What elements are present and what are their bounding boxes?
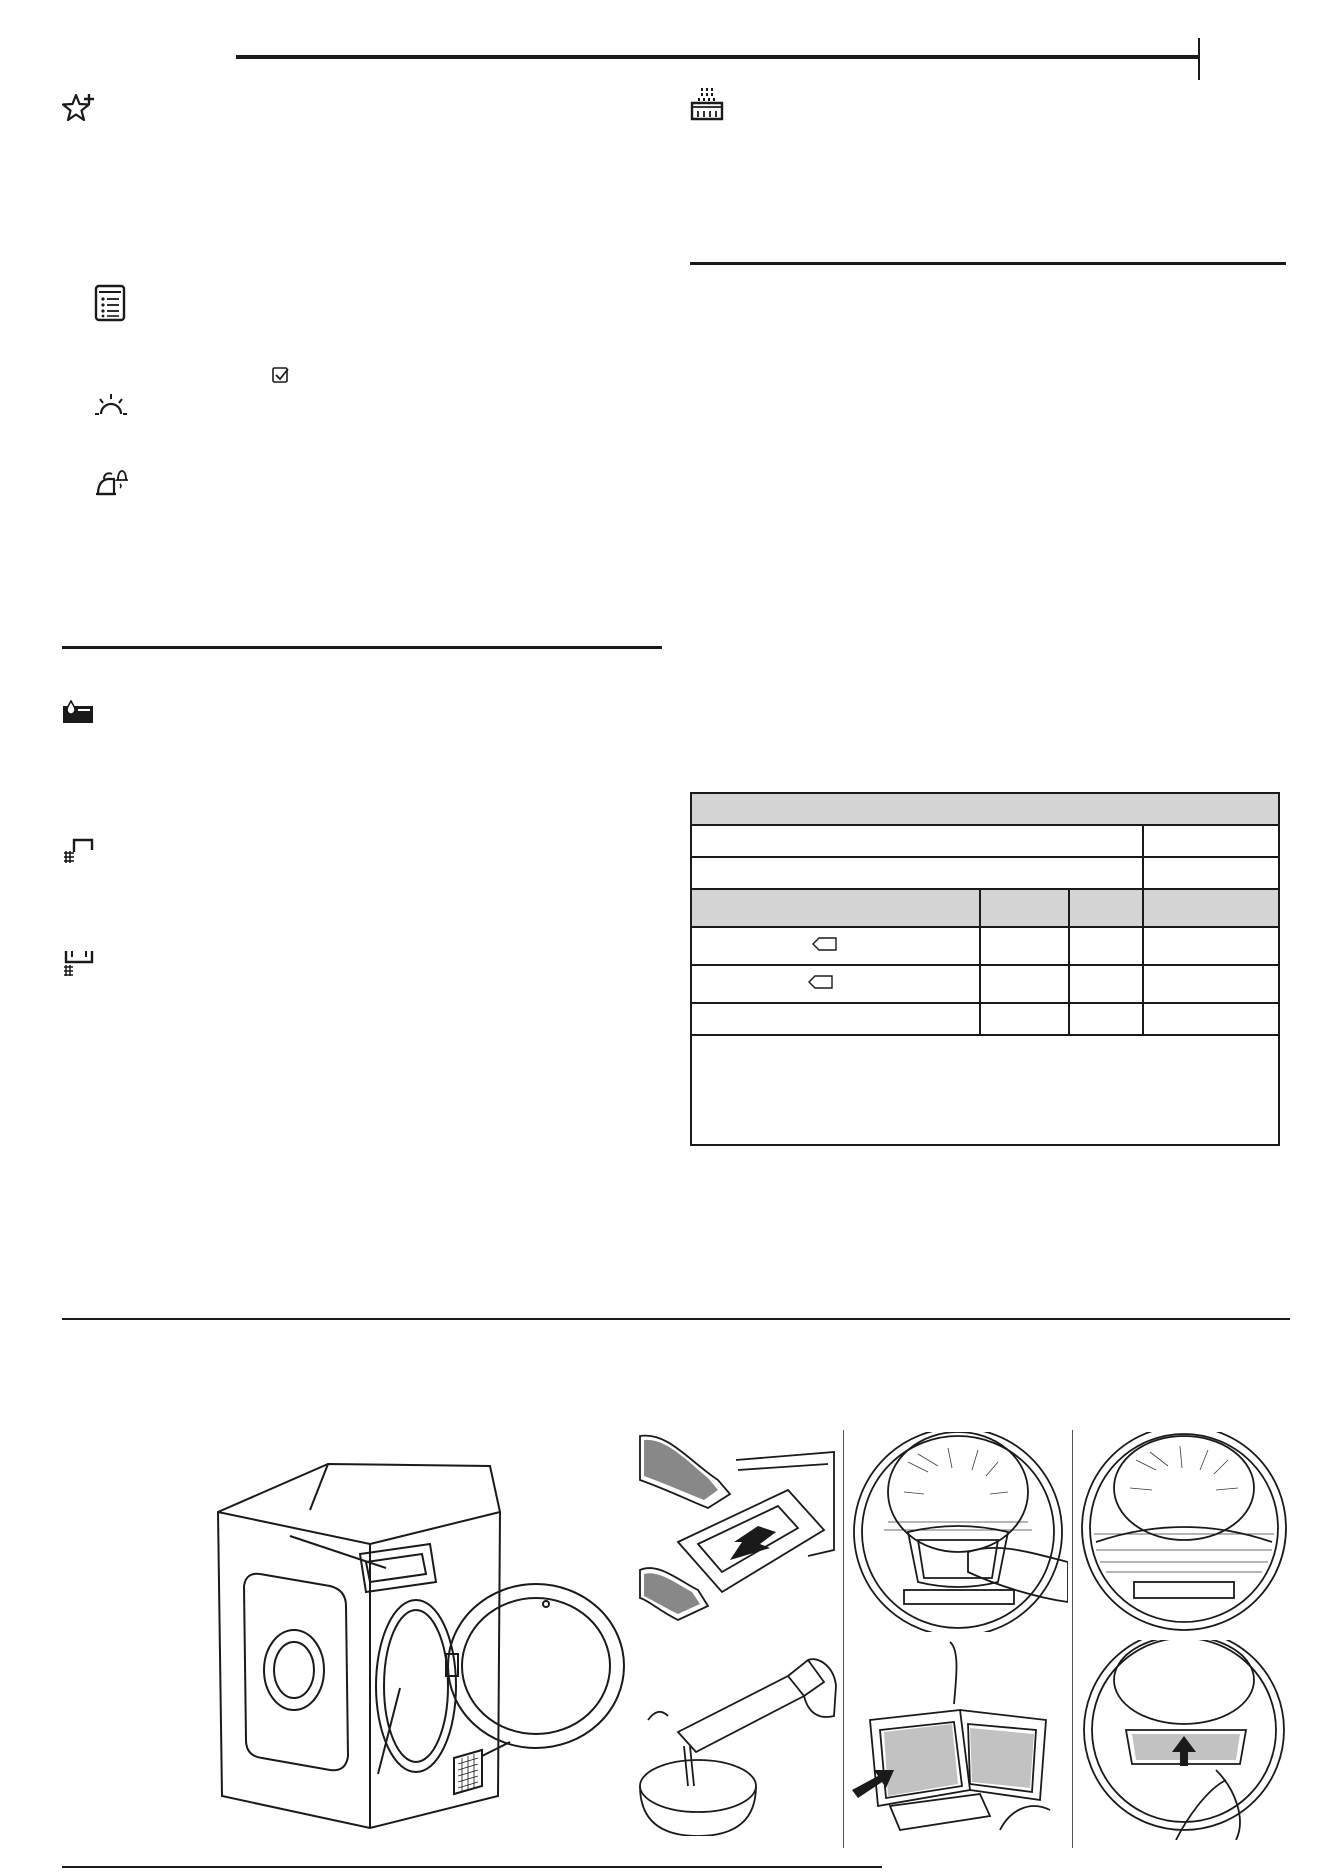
dryer-overview-illustration — [210, 1456, 640, 1841]
table-header-row — [691, 793, 1279, 825]
table-subheader-cell — [1143, 889, 1279, 927]
data-table — [690, 792, 1280, 1146]
iron-bell-icon — [94, 468, 128, 498]
bottom-section-rule — [62, 1318, 1290, 1320]
table-row — [691, 965, 1279, 1003]
tag-icon — [808, 974, 834, 995]
table-cell — [1143, 1003, 1279, 1035]
table-cell — [1143, 857, 1279, 889]
star-plus-icon — [62, 92, 96, 126]
table-subheader-row — [691, 889, 1279, 927]
sunrise-icon — [94, 392, 128, 418]
table-cell — [691, 965, 980, 1003]
tag-icon — [812, 936, 838, 957]
table-cell — [1069, 965, 1144, 1003]
table-note-cell — [691, 1035, 1279, 1145]
clean-filter-illustration — [850, 1640, 1070, 1845]
filter-tray-icon — [62, 948, 96, 976]
table-subheader-cell — [980, 889, 1068, 927]
remove-water-container-illustration — [638, 1430, 838, 1637]
steam-icon — [690, 86, 726, 122]
header-rule — [236, 55, 1200, 59]
empty-water-container-illustration — [638, 1636, 838, 1841]
table-cell — [980, 1003, 1068, 1035]
table-cell — [691, 825, 1143, 857]
table-cell — [980, 927, 1068, 965]
program-list-icon — [94, 284, 126, 322]
drum-filter-slot-illustration — [1076, 1432, 1292, 1637]
table-cell — [1069, 1003, 1144, 1035]
panel-divider — [1072, 1430, 1073, 1848]
checkbox-icon — [272, 366, 290, 384]
left-section-rule — [62, 646, 662, 649]
footer-rule — [62, 1866, 882, 1868]
header-rule-tick — [1198, 38, 1200, 80]
table-row — [691, 1003, 1279, 1035]
table-cell — [691, 857, 1143, 889]
table-cell — [1143, 825, 1279, 857]
table-row — [691, 927, 1279, 965]
panel-divider — [843, 1430, 844, 1848]
remove-door-filter-illustration — [848, 1432, 1068, 1637]
table-cell — [1069, 927, 1144, 965]
table-note-row — [691, 1035, 1279, 1145]
table-cell — [980, 965, 1068, 1003]
drain-pipe-icon — [62, 836, 94, 864]
table-row — [691, 857, 1279, 889]
table-subheader-cell — [691, 889, 980, 927]
table-row — [691, 825, 1279, 857]
table-cell — [691, 927, 980, 965]
table-header-cell — [691, 793, 1279, 825]
table-cell — [691, 1003, 980, 1035]
table-subheader-cell — [1069, 889, 1144, 927]
table-cell — [1143, 927, 1279, 965]
water-container-icon — [62, 700, 94, 724]
table-cell — [1143, 965, 1279, 1003]
right-section-rule — [690, 262, 1286, 265]
insert-filter-illustration — [1076, 1640, 1292, 1845]
